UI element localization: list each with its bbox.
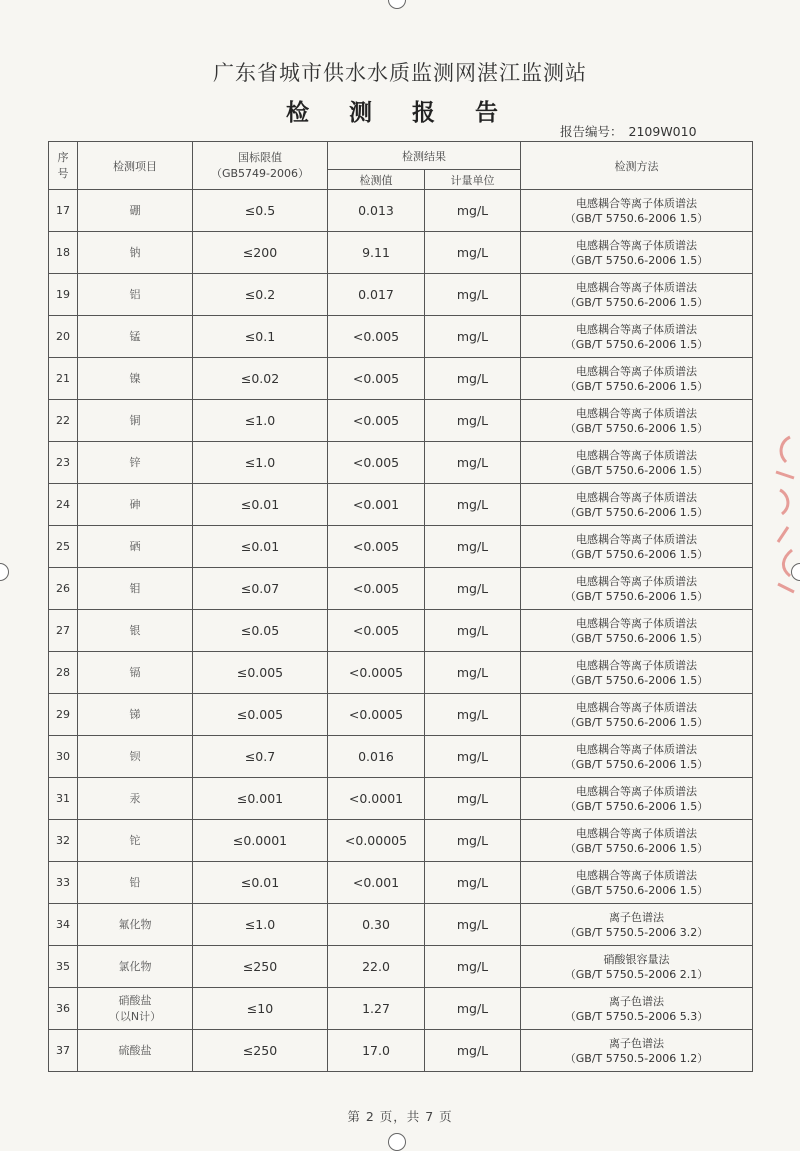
standard-limit: ≤250 — [193, 946, 328, 988]
test-item-line: 银 — [129, 623, 141, 637]
measurement-unit: mg/L — [425, 358, 521, 400]
test-method — [521, 400, 753, 442]
test-item-line: 硼 — [129, 203, 141, 217]
test-method — [521, 1030, 753, 1072]
test-item — [78, 400, 193, 442]
punch-hole-bottom — [388, 1133, 406, 1151]
test-item — [78, 610, 193, 652]
table-body — [49, 190, 753, 1072]
punch-hole-left — [0, 563, 9, 581]
row-number: 34 — [49, 904, 78, 946]
row-number: 31 — [49, 778, 78, 820]
table-row — [49, 484, 753, 526]
row-number: 24 — [49, 484, 78, 526]
test-method-line: 电感耦合等离子体质谱法 — [576, 406, 697, 420]
test-item-line: 硒 — [129, 539, 141, 553]
test-method-line: （GB/T 5750.6-2006 1.5） — [564, 547, 709, 561]
row-number: 22 — [49, 400, 78, 442]
test-method-line: 电感耦合等离子体质谱法 — [576, 238, 697, 252]
table-row — [49, 526, 753, 568]
measurement-unit: mg/L — [425, 1030, 521, 1072]
test-method — [521, 316, 753, 358]
test-method — [521, 568, 753, 610]
test-method-line: 电感耦合等离子体质谱法 — [576, 280, 697, 294]
test-method-line: （GB/T 5750.6-2006 1.5） — [564, 883, 709, 897]
measured-value: <0.005 — [328, 526, 425, 568]
test-method-line: 电感耦合等离子体质谱法 — [576, 196, 697, 210]
table-header-row — [49, 142, 753, 170]
measurement-unit: mg/L — [425, 652, 521, 694]
report-number-value: 2109W010 — [628, 124, 697, 139]
test-method — [521, 190, 753, 232]
test-method — [521, 820, 753, 862]
test-method-line: 电感耦合等离子体质谱法 — [576, 700, 697, 714]
test-method-line: （GB/T 5750.6-2006 1.5） — [564, 841, 709, 855]
test-method-line: 电感耦合等离子体质谱法 — [576, 742, 697, 756]
measured-value: 1.27 — [328, 988, 425, 1030]
test-method-line: （GB/T 5750.6-2006 1.5） — [564, 589, 709, 603]
test-method — [521, 652, 753, 694]
row-number: 18 — [49, 232, 78, 274]
measurement-unit: mg/L — [425, 400, 521, 442]
row-number: 19 — [49, 274, 78, 316]
test-method — [521, 946, 753, 988]
standard-limit: ≤0.005 — [193, 652, 328, 694]
header-item: 检测项目 — [78, 142, 193, 190]
test-method-line: （GB/T 5750.5-2006 1.2） — [564, 1051, 709, 1065]
test-item-line: 铊 — [129, 833, 141, 847]
row-number: 35 — [49, 946, 78, 988]
test-method-line: （GB/T 5750.6-2006 1.5） — [564, 799, 709, 813]
measurement-unit: mg/L — [425, 484, 521, 526]
test-method-line: 电感耦合等离子体质谱法 — [576, 658, 697, 672]
test-method-line: （GB/T 5750.5-2006 3.2） — [564, 925, 709, 939]
table-row — [49, 190, 753, 232]
standard-limit: ≤0.1 — [193, 316, 328, 358]
row-number: 26 — [49, 568, 78, 610]
test-method — [521, 358, 753, 400]
table-row — [49, 610, 753, 652]
table-row — [49, 400, 753, 442]
test-method-line: 电感耦合等离子体质谱法 — [576, 868, 697, 882]
test-item — [78, 820, 193, 862]
standard-limit: ≤0.02 — [193, 358, 328, 400]
measured-value: <0.001 — [328, 484, 425, 526]
measured-value: <0.005 — [328, 400, 425, 442]
test-method-line: 电感耦合等离子体质谱法 — [576, 322, 697, 336]
table-row — [49, 232, 753, 274]
test-method-line: 电感耦合等离子体质谱法 — [576, 616, 697, 630]
test-method-line: 离子色谱法 — [609, 1036, 664, 1050]
test-method — [521, 988, 753, 1030]
measurement-unit: mg/L — [425, 232, 521, 274]
table-row — [49, 946, 753, 988]
test-method — [521, 778, 753, 820]
measurement-unit: mg/L — [425, 778, 521, 820]
row-number: 37 — [49, 1030, 78, 1072]
test-method-line: （GB/T 5750.6-2006 1.5） — [564, 505, 709, 519]
report-title: 检 测 报 告 — [285, 100, 515, 126]
test-item-line: 锌 — [129, 455, 141, 469]
report-number-label: 报告编号： — [560, 124, 623, 139]
table-row — [49, 568, 753, 610]
table-row — [49, 862, 753, 904]
row-number: 28 — [49, 652, 78, 694]
header-value: 检测值 — [328, 170, 425, 190]
measured-value: <0.005 — [328, 442, 425, 484]
measurement-unit: mg/L — [425, 946, 521, 988]
measurement-unit: mg/L — [425, 190, 521, 232]
test-method-line: 硝酸银容量法 — [603, 952, 670, 966]
test-method-line: （GB/T 5750.6-2006 1.5） — [564, 379, 709, 393]
test-item — [78, 988, 193, 1030]
test-method — [521, 694, 753, 736]
test-item-line: 汞 — [129, 791, 141, 805]
measurement-unit: mg/L — [425, 274, 521, 316]
measurement-unit: mg/L — [425, 568, 521, 610]
test-method-line: （GB/T 5750.6-2006 1.5） — [564, 295, 709, 309]
row-number: 23 — [49, 442, 78, 484]
test-item-line: 钼 — [129, 581, 141, 595]
test-item — [78, 358, 193, 400]
standard-limit: ≤1.0 — [193, 400, 328, 442]
table-row — [49, 694, 753, 736]
table-row — [49, 778, 753, 820]
test-method — [521, 274, 753, 316]
test-method — [521, 610, 753, 652]
test-item-line: 砷 — [129, 497, 141, 511]
standard-limit: ≤250 — [193, 1030, 328, 1072]
test-method-line: （GB/T 5750.6-2006 1.5） — [564, 673, 709, 687]
measured-value: <0.001 — [328, 862, 425, 904]
test-method-line: （GB/T 5750.6-2006 1.5） — [564, 715, 709, 729]
report-number — [560, 122, 697, 140]
test-item-line: 氟化物 — [118, 917, 152, 931]
standard-limit: ≤1.0 — [193, 442, 328, 484]
test-item — [78, 484, 193, 526]
test-method-line: 离子色谱法 — [609, 910, 664, 924]
test-method-line: （GB/T 5750.6-2006 1.5） — [564, 211, 709, 225]
measurement-unit: mg/L — [425, 820, 521, 862]
header-unit: 计量单位 — [425, 170, 521, 190]
measurement-unit: mg/L — [425, 526, 521, 568]
punch-hole-top — [388, 0, 406, 9]
test-item-line: 钡 — [129, 749, 141, 763]
test-item — [78, 778, 193, 820]
test-item-line: 锑 — [129, 707, 141, 721]
org-title: 广东省城市供水水质监测网湛江监测站 — [213, 61, 587, 85]
test-item-line: （以N计） — [108, 1009, 162, 1023]
measured-value: <0.005 — [328, 568, 425, 610]
standard-limit: ≤0.01 — [193, 484, 328, 526]
test-method — [521, 442, 753, 484]
test-item — [78, 1030, 193, 1072]
test-item — [78, 652, 193, 694]
measurement-unit: mg/L — [425, 736, 521, 778]
test-item — [78, 736, 193, 778]
test-method-line: （GB/T 5750.6-2006 1.5） — [564, 757, 709, 771]
test-item-line: 硫酸盐 — [118, 1043, 152, 1057]
table-row — [49, 988, 753, 1030]
test-item-line: 铝 — [129, 287, 141, 301]
test-item — [78, 190, 193, 232]
measured-value: <0.00005 — [328, 820, 425, 862]
test-item — [78, 442, 193, 484]
measured-value: 22.0 — [328, 946, 425, 988]
standard-limit: ≤0.05 — [193, 610, 328, 652]
measurement-unit: mg/L — [425, 316, 521, 358]
standard-limit: ≤0.0001 — [193, 820, 328, 862]
standard-limit: ≤10 — [193, 988, 328, 1030]
test-item-line: 镍 — [129, 371, 141, 385]
measurement-unit: mg/L — [425, 862, 521, 904]
table-row — [49, 316, 753, 358]
test-item-line: 硝酸盐 — [118, 993, 152, 1007]
test-item — [78, 526, 193, 568]
test-item — [78, 232, 193, 274]
test-method-line: （GB/T 5750.6-2006 1.5） — [564, 253, 709, 267]
table-row — [49, 820, 753, 862]
measured-value: <0.0005 — [328, 652, 425, 694]
header-method: 检测方法 — [521, 142, 753, 190]
test-method-line: 电感耦合等离子体质谱法 — [576, 574, 697, 588]
table-row — [49, 442, 753, 484]
measured-value: 0.017 — [328, 274, 425, 316]
test-method-line: 电感耦合等离子体质谱法 — [576, 490, 697, 504]
test-item — [78, 862, 193, 904]
measurement-unit: mg/L — [425, 610, 521, 652]
row-number: 21 — [49, 358, 78, 400]
standard-limit: ≤0.01 — [193, 526, 328, 568]
test-method-line: 电感耦合等离子体质谱法 — [576, 532, 697, 546]
row-number: 30 — [49, 736, 78, 778]
table-row — [49, 274, 753, 316]
test-method-line: （GB/T 5750.6-2006 1.5） — [564, 631, 709, 645]
header-no: 序 号 — [49, 142, 78, 190]
test-item-line: 铜 — [129, 413, 141, 427]
row-number: 32 — [49, 820, 78, 862]
standard-limit: ≤0.5 — [193, 190, 328, 232]
standard-limit: ≤0.07 — [193, 568, 328, 610]
row-number: 36 — [49, 988, 78, 1030]
test-method — [521, 484, 753, 526]
test-method — [521, 904, 753, 946]
test-item — [78, 946, 193, 988]
standard-limit: ≤1.0 — [193, 904, 328, 946]
row-number: 33 — [49, 862, 78, 904]
standard-limit: ≤0.2 — [193, 274, 328, 316]
test-method-line: 电感耦合等离子体质谱法 — [576, 826, 697, 840]
test-method-line: 离子色谱法 — [609, 994, 664, 1008]
test-item — [78, 274, 193, 316]
row-number: 29 — [49, 694, 78, 736]
standard-limit: ≤200 — [193, 232, 328, 274]
test-item — [78, 316, 193, 358]
test-method — [521, 736, 753, 778]
test-method-line: （GB/T 5750.5-2006 2.1） — [564, 967, 709, 981]
standard-limit: ≤0.01 — [193, 862, 328, 904]
test-item-line: 钠 — [129, 245, 141, 259]
test-item — [78, 568, 193, 610]
measured-value: 17.0 — [328, 1030, 425, 1072]
standard-limit: ≤0.001 — [193, 778, 328, 820]
test-method-line: （GB/T 5750.6-2006 1.5） — [564, 463, 709, 477]
measured-value: <0.005 — [328, 316, 425, 358]
row-number: 20 — [49, 316, 78, 358]
table-row — [49, 652, 753, 694]
standard-limit: ≤0.005 — [193, 694, 328, 736]
table-row — [49, 358, 753, 400]
header-result: 检测结果 — [328, 142, 521, 170]
measured-value: <0.0005 — [328, 694, 425, 736]
page-footer: 第 2 页，共 7 页 — [347, 1109, 453, 1124]
test-item-line: 锰 — [129, 329, 141, 343]
measured-value: 9.11 — [328, 232, 425, 274]
measured-value: <0.005 — [328, 358, 425, 400]
test-item — [78, 904, 193, 946]
test-method-line: 电感耦合等离子体质谱法 — [576, 784, 697, 798]
table-row — [49, 904, 753, 946]
test-method-line: （GB/T 5750.6-2006 1.5） — [564, 421, 709, 435]
measurement-unit: mg/L — [425, 904, 521, 946]
measurement-unit: mg/L — [425, 988, 521, 1030]
measurement-unit: mg/L — [425, 442, 521, 484]
test-item-line: 氯化物 — [118, 959, 152, 973]
test-method-line: （GB/T 5750.6-2006 1.5） — [564, 337, 709, 351]
measured-value: 0.016 — [328, 736, 425, 778]
test-method — [521, 526, 753, 568]
standard-limit: ≤0.7 — [193, 736, 328, 778]
test-item-line: 铅 — [129, 875, 141, 889]
results-table — [48, 141, 753, 1072]
table-row — [49, 736, 753, 778]
test-item — [78, 694, 193, 736]
header-limit: 国标限值 （GB5749-2006） — [193, 142, 328, 190]
measured-value: 0.30 — [328, 904, 425, 946]
row-number: 25 — [49, 526, 78, 568]
row-number: 27 — [49, 610, 78, 652]
test-method — [521, 862, 753, 904]
measured-value: 0.013 — [328, 190, 425, 232]
test-method-line: 电感耦合等离子体质谱法 — [576, 364, 697, 378]
measured-value: <0.0001 — [328, 778, 425, 820]
test-method-line: （GB/T 5750.5-2006 5.3） — [564, 1009, 709, 1023]
table-row — [49, 1030, 753, 1072]
test-item-line: 镉 — [129, 665, 141, 679]
test-method — [521, 232, 753, 274]
measurement-unit: mg/L — [425, 694, 521, 736]
measured-value: <0.005 — [328, 610, 425, 652]
red-stamp-fragment — [768, 432, 800, 602]
row-number: 17 — [49, 190, 78, 232]
test-method-line: 电感耦合等离子体质谱法 — [576, 448, 697, 462]
